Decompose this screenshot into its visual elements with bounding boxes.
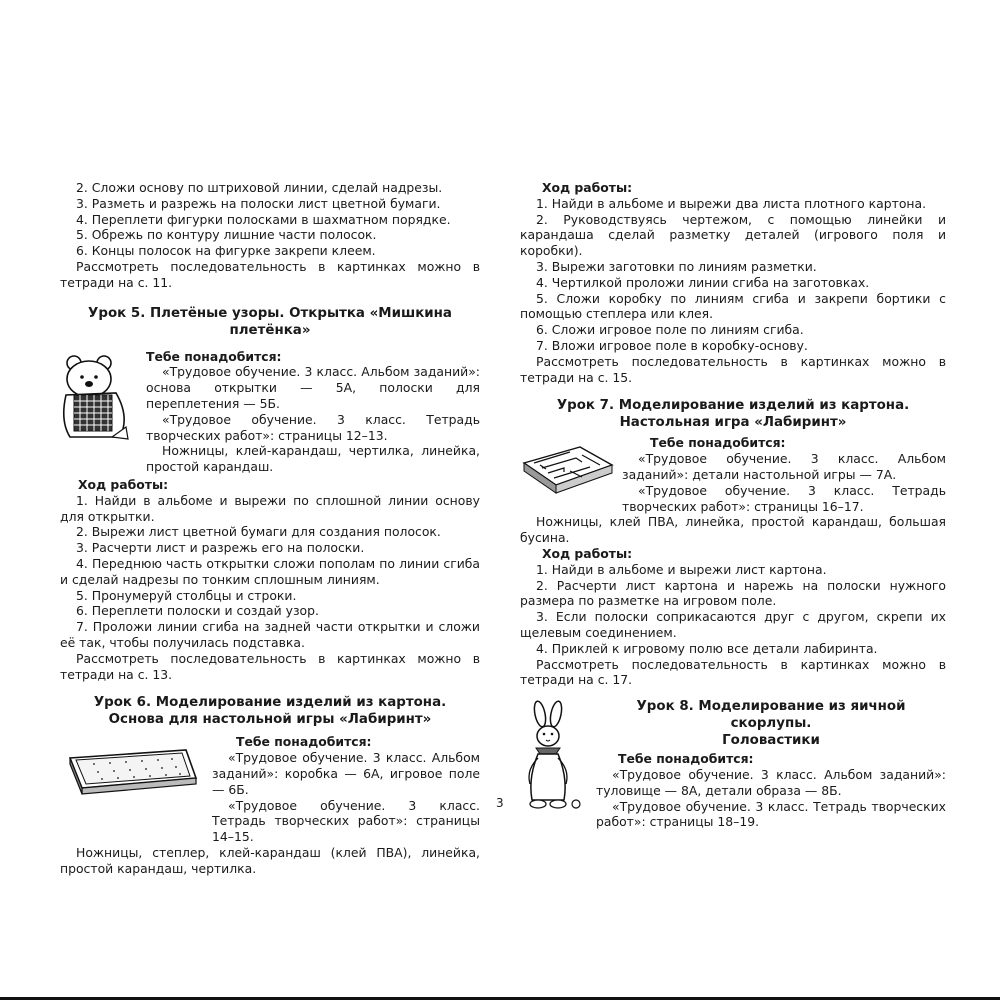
reference-note: Рассмотреть последовательность в картинках можно в тетради на с. 13. (60, 650, 480, 682)
lesson-8-title-2: Головастики (722, 733, 820, 749)
material: «Трудовое обучение. 3 класс. Тетрадь творческих работ»: страницы 18–19. (596, 798, 946, 830)
material: «Трудовое обучение. 3 класс. Тетрадь творческих работ»: страницы 12–13. (146, 411, 480, 443)
step: 6. Концы полосок на фигурке закрепи клеем. (76, 243, 376, 259)
lesson-5-title: Урок 5. Плетёные узоры. Открытка «Мишкина плетёнка» (88, 305, 452, 338)
need-label: Тебе понадобится: (236, 734, 372, 750)
labyrinth-game-illustration (520, 441, 616, 497)
step: 5. Пронумеруй столбцы и строки. (76, 587, 297, 603)
step: 2. Расчерти лист картона и нарежь на полоски нужного размера по разметке на игровом поле. (520, 577, 946, 609)
step: 7. Проложи линии сгиба на задней части открытки и сложи её так, чтобы получилась подставка. (60, 619, 480, 650)
page-number: 3 (496, 796, 504, 810)
bunny-illustration (516, 700, 586, 812)
work-label: Ход работы: (542, 180, 633, 195)
step: 1. Найди в альбоме и вырежи лист картона. (536, 561, 827, 577)
lesson-8-block (520, 698, 946, 830)
step: 2. Сложи основу по штриховой линии, сделай надрезы. (76, 180, 443, 195)
step: 4. Чертилкой проложи линии сгиба на заготовках. (536, 274, 870, 290)
left-column (60, 180, 480, 876)
lesson-5-materials (60, 349, 480, 475)
tools: Ножницы, степлер, клей-карандаш (клей ПВА), линейка, простой карандаш, чертилка. (60, 844, 480, 876)
lesson-7-materials (520, 435, 946, 514)
tools: Ножницы, клей ПВА, линейка, простой карандаш, большая бусина. (520, 514, 946, 546)
need-label: Тебе понадобится: (650, 435, 786, 451)
bear-card-illustration (60, 351, 132, 447)
material: «Трудовое обучение. 3 класс. Альбом заданий»: коробка — 6А, игровое поле — 6Б. (212, 750, 480, 797)
lesson-7-title-1: Урок 7. Моделирование изделий из картона. (556, 398, 910, 414)
lesson-6-title-1: Урок 6. Моделирование изделий из картона. (93, 695, 447, 711)
step: 3. Вырежи заготовки по линиям разметки. (536, 258, 817, 274)
material: «Трудовое обучение. 3 класс. Тетрадь творческих работ»: страницы 14–15. (212, 797, 480, 845)
reference-note: Рассмотреть последовательность в картинках можно в тетради на с. 17. (520, 656, 946, 688)
step: 3. Разметь и разрежь на полоски лист цветной бумаги. (76, 195, 441, 211)
step: 1. Найди в альбоме и вырежи два листа плотного картона. (536, 195, 927, 211)
step: 2. Вырежи лист цветной бумаги для создания полосок. (76, 524, 441, 540)
step: 4. Переднюю часть открытки сложи пополам по линии сгиба и сделай надрезы по тонким сплошным линиям. (60, 555, 480, 587)
reference-note: Рассмотреть последовательность в картинках можно в тетради на с. 15. (520, 353, 946, 385)
material: Ножницы, клей-карандаш, чертилка, линейка, простой карандаш. (146, 443, 480, 475)
step: 2. Руководствуясь чертежом, с помощью линейки и карандаша сделай разметку деталей (игрового поля и коробки). (520, 211, 946, 259)
reference-note: Рассмотреть последовательность в картинках можно в тетради на с. 11. (60, 258, 480, 290)
need-label: Тебе понадобится: (618, 751, 754, 767)
work-label: Ход работы: (78, 476, 169, 492)
step: 6. Переплети полоски и создай узор. (76, 603, 319, 619)
material: «Трудовое обучение. 3 класс. Альбом заданий»: основа открытки — 5А, полоски для переплетения — 5Б. (146, 364, 480, 411)
step: 5. Сложи коробку по линиям сгиба и закрепи бортики с помощью степлера или клея. (520, 290, 946, 322)
need-label: Тебе понадобится: (146, 348, 282, 364)
step: 5. Обрежь по контуру лишние части полосок. (76, 227, 377, 243)
work-label: Ход работы: (542, 545, 633, 561)
lesson-7-title-2: Настольная игра «Лабиринт» (619, 415, 847, 431)
material: «Трудовое обучение. 3 класс. Тетрадь творческих работ»: страницы 16–17. (622, 482, 946, 514)
step: 1. Найди в альбоме и вырежи по сплошной линии основу для открытки. (60, 492, 480, 524)
step: 4. Приклей к игровому полю все детали лабиринта. (536, 640, 878, 656)
step: 3. Расчерти лист и разрежь его на полоски. (76, 540, 365, 556)
step: 4. Переплети фигурки полосками в шахматном порядке. (76, 211, 451, 227)
right-column (520, 180, 946, 830)
step: 7. Вложи игровое поле в коробку-основу. (536, 337, 808, 353)
step: 6. Сложи игровое поле по линиям сгиба. (536, 322, 804, 338)
material: «Трудовое обучение. 3 класс. Альбом заданий»: туловище — 8А, детали образа — 8Б. (596, 766, 946, 798)
board-box-illustration (60, 744, 200, 796)
lesson-6-title-2: Основа для настольной игры «Лабиринт» (108, 712, 432, 728)
lesson-8-title-1: Урок 8. Моделирование из яичной скорлупы. (636, 699, 906, 732)
material: «Трудовое обучение. 3 класс. Альбом заданий»: детали настольной игры — 7А. (622, 451, 946, 482)
lesson-6-materials (60, 734, 480, 845)
step: 3. Если полоски соприкасаются друг с другом, скрепи их щелевым соединением. (520, 609, 946, 640)
